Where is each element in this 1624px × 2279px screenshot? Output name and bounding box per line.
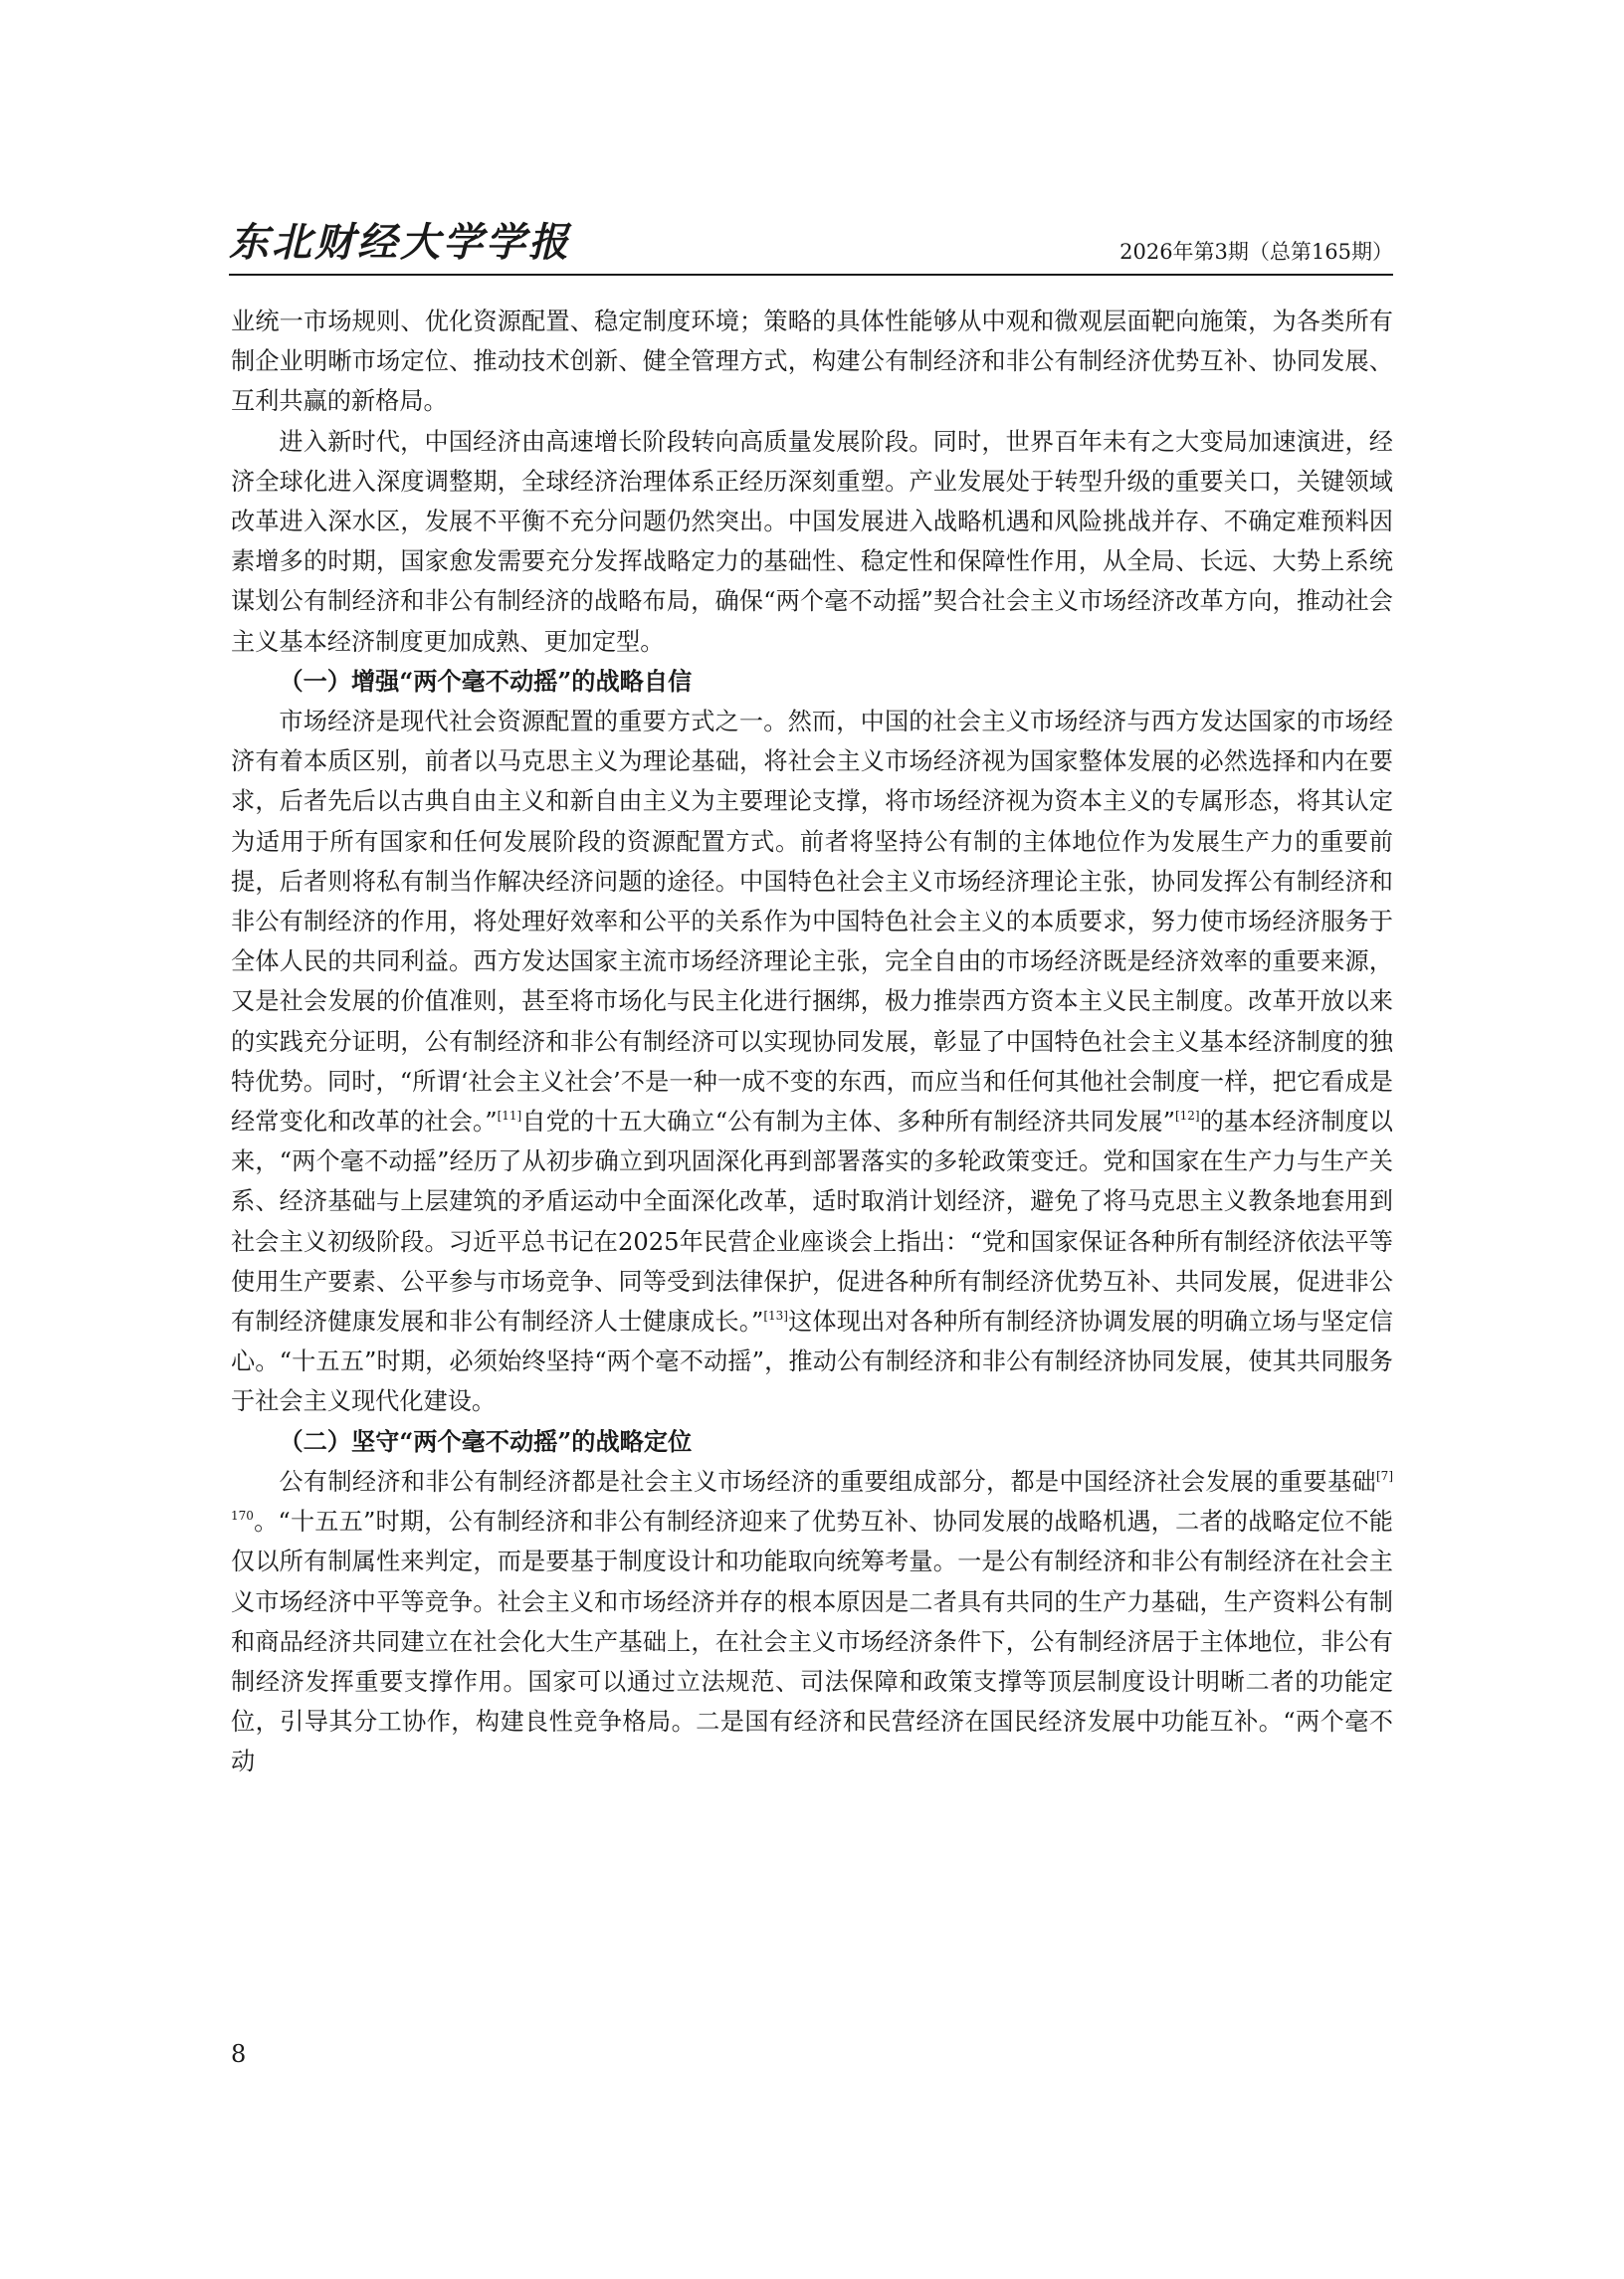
article-body: [231, 302, 1393, 1782]
paragraph-text: 的基本经济制度以来，“两个毫不动摇”经历了从初步确立到巩固深化再到部署落实的多轮政策变迁。党和国家在生产力与生产关系、经济基础与上层建筑的矛盾运动中全面深化改革，适时取消计划经济，避免了将马克思主义教条地套用到社会主义初级阶段。习近平总书记在2025年民营企业座谈会上指出：“党和国家保证各种所有制经济依法平等使用生产要素、公平参与市场竞争、同等受到法律保护，促进各种所有制经济优势互补、共同发展，促进非公有制经济健康发展和非公有制经济人士健康成长。”: [231, 1108, 1393, 1337]
paragraph-text: 公有制经济和非公有制经济都是社会主义市场经济的重要组成部分，都是中国经济社会发展的重要基础: [279, 1467, 1376, 1496]
journal-name: 东北财经大学学报: [229, 219, 571, 266]
paragraph-text: 自党的十五大确立“公有制为主体、多种所有制经济共同发展”: [521, 1108, 1175, 1137]
section-heading: （一）增强“两个毫不动摇”的战略自信: [279, 666, 693, 696]
running-header: [229, 221, 1393, 273]
paragraph-text: 这体现出对各种所有制经济协调发展的明确立场与坚定信心。“十五五”时期，必须始终坚持“两个毫不动摇”，推动公有制经济和非公有制经济协同发展，使其共同服务于社会主义现代化建设。: [231, 1308, 1393, 1416]
issue-info: 2026年第3期（总第165期）: [1119, 240, 1393, 264]
paragraph-text: 市场经济是现代社会资源配置的重要方式之一。然而，中国的社会主义市场经济与西方发达国家的市场经济有着本质区别，前者以马克思主义为理论基础，将社会主义市场经济视为国家整体发展的必然选择和内在要求，后者先后以古典自由主义和新自由主义为主要理论支撑，将市场经济视为资本主义的专属形态，将其认定为适用于所有国家和任何发展阶段的资源配置方式。前者将坚持公有制的主体地位作为发展生产力的重要前提，后者则将私有制当作解决经济问题的途径。中国特色社会主义市场经济理论主张，协同发挥公有制经济和非公有制经济的作用，将处理好效率和公平的关系作为中国特色社会主义的本质要求，努力使市场经济服务于全体人民的共同利益。西方发达国家主流市场经济理论主张，完全自由的市场经济既是经济效率的重要来源，又是社会发展的价值准则，甚至将市场化与民主化进行捆绑，极力推崇西方资本主义民主制度。改革开放以来的实践充分证明，公有制经济和非公有制经济可以实现协同发展，彰显了中国特色社会主义基本经济制度的独特优势。同时，“所谓‘社会主义社会’不是一种一成不变的东西，而应当和任何其他社会制度一样，把它看成是经常变化和改革的社会。”: [231, 708, 1393, 1137]
citation-ref: [12]: [1174, 1109, 1200, 1124]
section-heading: （二）坚守“两个毫不动摇”的战略定位: [279, 1426, 693, 1456]
page-number: 8: [231, 2040, 247, 2068]
paragraph: [231, 702, 1393, 1422]
paragraph: 业统一市场规则、优化资源配置、稳定制度环境；策略的具体性能够从中观和微观层面靶向施策，为各类所有制企业明晰市场定位、推动技术创新、健全管理方式，构建公有制经济和非公有制经济优势互补、协同发展、互利共赢的新格局。: [231, 308, 1393, 416]
citation-ref: [11]: [497, 1109, 522, 1124]
paragraph: [231, 1462, 1393, 1782]
citation-ref: [13]: [763, 1309, 788, 1324]
header-rule: [229, 274, 1393, 276]
paragraph-text: 。“十五五”时期，公有制经济和非公有制经济迎来了优势互补、协同发展的战略机遇，二者的战略定位不能仅以所有制属性来判定，而是要基于制度设计和功能取向统筹考量。一是公有制经济和非公有制经济在社会主义市场经济中平等竞争。社会主义和市场经济并存的根本原因是二者具有共同的生产力基础，生产资料公有制和商品经济共同建立在社会化大生产基础上，在社会主义市场经济条件下，公有制经济居于主体地位，非公有制经济发挥重要支撑作用。国家可以通过立法规范、司法保障和政策支撑等顶层制度设计明晰二者的功能定位，引导其分工协作，构建良性竞争格局。二是国有经济和民营经济在国民经济发展中功能互补。“两个毫不动: [231, 1508, 1393, 1776]
paragraph: 进入新时代，中国经济由高速增长阶段转向高质量发展阶段。同时，世界百年未有之大变局加速演进，经济全球化进入深度调整期，全球经济治理体系正经历深刻重塑。产业发展处于转型升级的重要关口，关键领域改革进入深水区，发展不平衡不充分问题仍然突出。中国发展进入战略机遇和风险挑战并存、不确定难预料因素增多的时期，国家愈发需要充分发挥战略定力的基础性、稳定性和保障性作用，从全局、长远、大势上系统谋划公有制经济和非公有制经济的战略布局，确保“两个毫不动摇”契合社会主义市场经济改革方向，推动社会主义基本经济制度更加成熟、更加定型。: [231, 427, 1393, 656]
citation-ref: [7] 170: [231, 1468, 1393, 1524]
